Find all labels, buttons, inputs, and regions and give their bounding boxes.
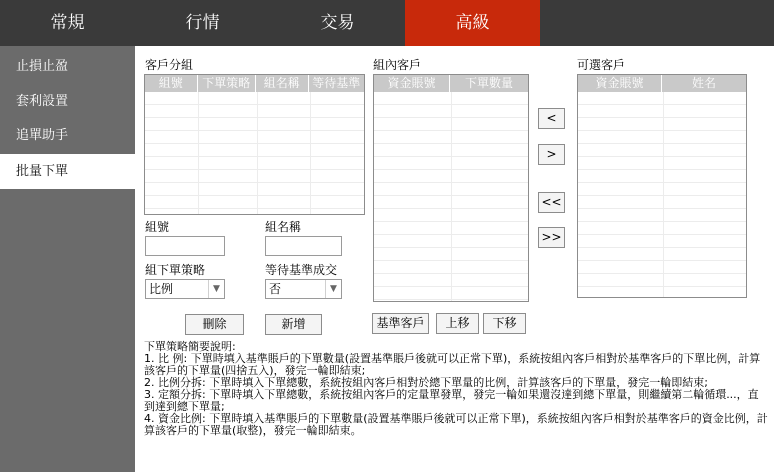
description-title: 下單策略簡要說明: <box>144 340 236 353</box>
chevron-down-icon[interactable]: ▼ <box>325 280 341 298</box>
group-members-table[interactable] <box>373 74 529 302</box>
available-clients-title: 可選客戶 <box>577 58 626 72</box>
group-name-input[interactable] <box>265 236 342 256</box>
available-clients-table-body <box>578 92 746 297</box>
wait-base-label: 等待基準成交 <box>265 263 338 277</box>
description-line: 2. 比例分拆: 下單時填入下單總數，系統按組內客戶相對於總下單量的比例，計算該客戶的下單量，發完一輪即結束; <box>144 376 708 389</box>
column-header-order-qty[interactable]: 下單數量 <box>465 76 514 90</box>
column-header-name[interactable]: 姓名 <box>691 76 716 90</box>
client-group-table-body <box>145 92 364 214</box>
strategy-description <box>144 341 769 437</box>
description-line: 4. 資金比例: 下單時填入基準賬戶的下單數量(設置基準賬戶後就可以正常下單)，系統按組內客戶相對於基準客戶的資金比例，計算該客戶的下單量(取整)，發完一輪即結束。 <box>144 412 768 437</box>
group-name-label: 組名稱 <box>265 220 302 234</box>
group-members-table-header <box>374 75 528 92</box>
move-all-right-button[interactable]: >> <box>538 227 565 248</box>
wait-base-select[interactable] <box>265 279 342 299</box>
grid-divider <box>310 92 311 214</box>
available-clients-table-header <box>578 75 746 92</box>
tab-market[interactable]: 行情 <box>185 13 220 33</box>
tab-advanced[interactable]: 高級 <box>405 0 540 46</box>
column-header-group-no[interactable]: 組號 <box>145 75 198 92</box>
sidebar <box>0 46 135 472</box>
column-header-wait-base[interactable]: 等待基準 <box>312 76 361 90</box>
strategy-label: 組下單策略 <box>145 263 206 277</box>
description-line: 3. 定額分拆: 下單時填入下單總數，系統按組內客戶的定量單發單，發完一輪如果還沒達到總下單量，則繼續第二輪循環...，直到達到總下單量; <box>144 388 759 413</box>
strategy-select-value: 比例 <box>149 282 174 296</box>
sidebar-item-arbitrage[interactable]: 套利設置 <box>16 94 69 109</box>
grid-divider <box>663 92 664 297</box>
base-client-button[interactable]: 基準客戶 <box>372 313 429 334</box>
strategy-select[interactable] <box>145 279 225 299</box>
column-header-account[interactable]: 資金賬號 <box>578 75 662 92</box>
client-group-table-header <box>145 75 364 92</box>
client-group-table[interactable] <box>144 74 365 215</box>
move-left-button[interactable]: < <box>538 108 565 129</box>
top-tab-bar <box>0 0 774 46</box>
available-clients-table[interactable] <box>577 74 747 298</box>
move-up-button[interactable]: 上移 <box>436 313 479 334</box>
move-all-left-button[interactable]: << <box>538 192 565 213</box>
wait-base-select-value: 否 <box>269 282 282 296</box>
chevron-down-icon[interactable]: ▼ <box>208 280 224 298</box>
description-line: 1. 比 例: 下單時填入基準賬戶的下單數量(設置基準賬戶後就可以正常下單)，系統按組內客戶相對於基準客戶的下單比例，計算該客戶的下單量(四捨五入)，發完一輪即結束; <box>144 352 761 377</box>
column-header-strategy[interactable]: 下單策略 <box>198 75 256 92</box>
group-no-input[interactable] <box>145 236 225 256</box>
tab-trade[interactable]: 交易 <box>320 13 355 33</box>
client-group-title: 客戶分組 <box>145 58 194 72</box>
sidebar-item-batch-order[interactable]: 批量下單 <box>0 154 135 189</box>
batch-order-panel <box>135 46 774 472</box>
move-down-button[interactable]: 下移 <box>483 313 526 334</box>
group-members-title: 組內客戶 <box>373 58 422 72</box>
column-header-account[interactable]: 資金賬號 <box>374 75 450 92</box>
add-group-button[interactable]: 新增 <box>265 314 322 335</box>
delete-group-button[interactable]: 刪除 <box>185 314 244 335</box>
group-no-label: 組號 <box>145 220 170 234</box>
column-header-group-name[interactable]: 組名稱 <box>256 75 309 92</box>
grid-divider <box>451 92 452 301</box>
grid-divider <box>257 92 258 214</box>
sidebar-item-chase-order[interactable]: 追單助手 <box>16 128 69 143</box>
tab-general[interactable]: 常規 <box>50 13 85 33</box>
grid-divider <box>198 92 199 214</box>
move-right-button[interactable]: > <box>538 144 565 165</box>
sidebar-item-stop-loss[interactable]: 止損止盈 <box>16 59 69 74</box>
